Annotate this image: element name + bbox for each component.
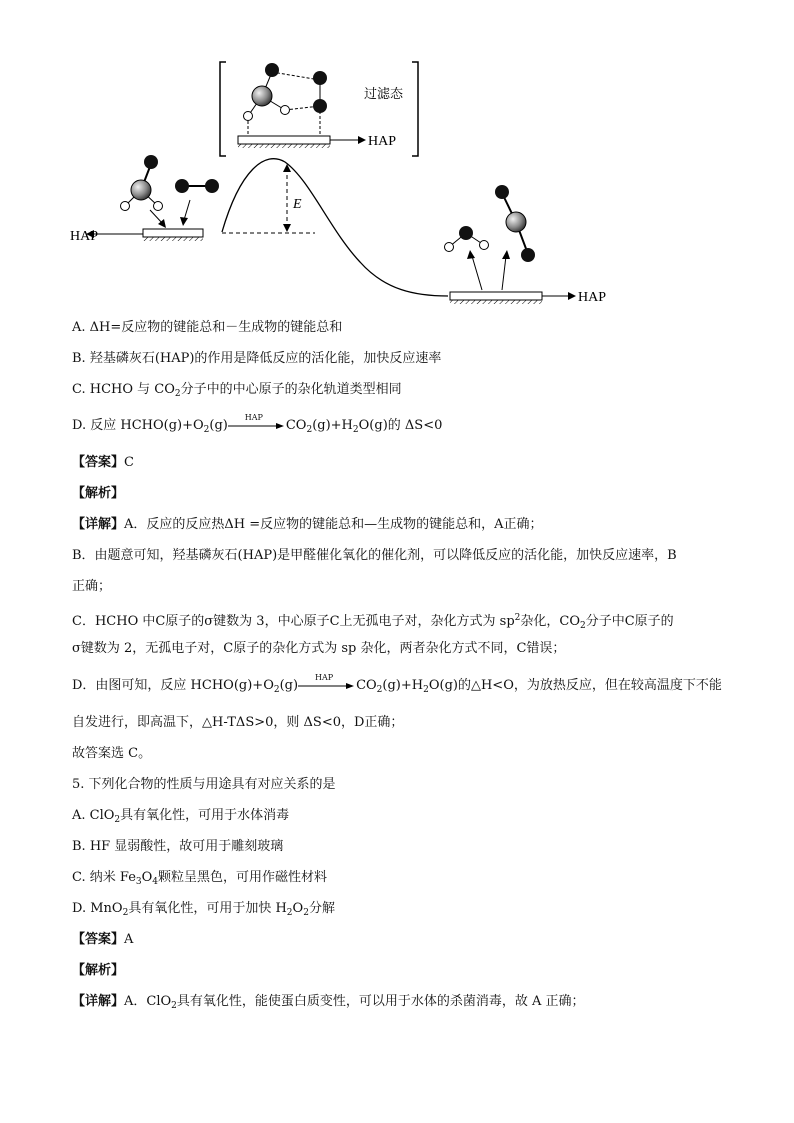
subscript: 2: [203, 425, 210, 435]
answer-value: C: [124, 455, 134, 470]
product-surface: [450, 292, 542, 300]
text-run: 杂化，CO: [520, 614, 580, 629]
answer-value: A: [124, 932, 134, 947]
reaction-energy-diagram: [0, 0, 794, 320]
option-b-q5: B. HF 显弱酸性，故可用于雕刻玻璃: [72, 839, 284, 854]
subscript: 2: [286, 908, 293, 918]
text-run: (g): [209, 418, 228, 433]
analysis-line-1-q5: [72, 992, 754, 1016]
option-a-q4: A. ΔH=反应物的键能总和－生成物的键能总和: [72, 320, 343, 335]
subscript: 2: [114, 815, 121, 825]
text-run: O: [292, 901, 304, 916]
conclusion-q4: 故答案选 C。: [72, 746, 152, 761]
subscript: 2: [171, 1001, 177, 1011]
hap-label-reactant: HAP: [70, 229, 99, 244]
text-run: C. HCHO 与 CO: [72, 382, 175, 397]
subscript: 2: [273, 685, 280, 695]
text-run: (g): [279, 678, 299, 693]
hap-label-product: HAP: [578, 290, 607, 305]
subscript: 2: [174, 389, 181, 399]
catalyst-label: HAP: [314, 673, 334, 682]
option-c-q5: [72, 868, 754, 892]
analysis-label-q5: 【解析】: [72, 963, 125, 978]
text-run: (g)+H: [312, 418, 353, 433]
option-b-q4: B. 羟基磷灰石(HAP)的作用是降低反应的活化能，加快反应速率: [72, 351, 442, 366]
transition-state-label: 过滤态: [364, 87, 404, 102]
option-d-q4: [72, 413, 754, 440]
detail-label: 【详解】: [72, 517, 125, 532]
text-run: O: [141, 870, 153, 885]
catalyst-label: HAP: [244, 413, 263, 422]
subscript: 2: [306, 425, 313, 435]
subscript: 2: [423, 685, 429, 695]
text-run: D. 反应 HCHO(g)+O: [72, 418, 204, 433]
reaction-arrow: [228, 413, 286, 431]
reactant-surface: [143, 229, 203, 237]
ts-bracket-left: [220, 62, 226, 156]
option-c-q4: [72, 380, 754, 404]
question-5-stem: 5. 下列化合物的性质与用途具有对应关系的是: [72, 777, 336, 792]
answer-q5: [72, 930, 754, 950]
ts-bracket-right: [412, 62, 418, 156]
analysis-line-3-q4: 正确；: [72, 579, 112, 594]
text-run: A. ClO: [72, 808, 115, 823]
subscript: 2: [580, 621, 586, 631]
option-a-q5: [72, 806, 754, 830]
analysis-line-7-q4: 自发进行，即高温下，△H-TΔS>0，则 ΔS<0，D正确；: [72, 715, 404, 730]
energy-curve: [222, 159, 448, 296]
ts-surface: [238, 136, 330, 144]
text-run: CO: [356, 678, 377, 693]
answer-label: 【答案】: [72, 455, 125, 470]
hap-label-ts: HAP: [368, 134, 397, 149]
text-run: A．ClO: [124, 994, 172, 1009]
text-run: D. MnO: [72, 901, 123, 916]
text-run: 分子中的中心原子的杂化轨道类型相同: [180, 382, 402, 397]
text-run: 具有氧化性，能使蛋白质变性，可以用于水体的杀菌消毒，故 A 正确；: [176, 994, 585, 1009]
text-run: D．由图可知，反应 HCHO(g)+O: [72, 678, 274, 693]
text-run: 分子中C原子的: [585, 614, 674, 629]
analysis-line-4-q4: [72, 608, 754, 636]
superscript: 2: [514, 613, 521, 623]
subscript: 2: [122, 908, 129, 918]
text-run: 具有氧化性，可用于水体消毒: [120, 808, 290, 823]
text-run: 颗粒呈黑色，可用作磁性材料: [158, 870, 328, 885]
option-d-q5: [72, 899, 754, 923]
subscript: 3: [135, 877, 142, 887]
text-run: C. 纳米 Fe: [72, 870, 136, 885]
text-run: 具有氧化性，可用于加快 H: [128, 901, 287, 916]
text-run: O(g)的△H<O，为放热反应，但在较高温度下不能: [428, 678, 722, 693]
text-run: (g)+H: [382, 678, 424, 693]
answer-q4: [72, 453, 754, 473]
subscript: 2: [352, 425, 359, 435]
reaction-arrow: [298, 673, 356, 691]
text-run: C．HCHO 中C原子的σ键数为 3，中心原子C上无孤电子对，杂化方式为 sp: [72, 614, 515, 629]
analysis-line-5-q4: σ键数为 2，无孤电子对，C原子的杂化方式为 sp 杂化，两者杂化方式不同，C错误；: [72, 641, 566, 656]
subscript: 2: [303, 908, 309, 918]
analysis-label-q4: 【解析】: [72, 486, 125, 501]
analysis-line-6-q4: [72, 673, 754, 700]
text-run: A．反应的反应热ΔH =反应物的键能总和—生成物的键能总和，A正确；: [124, 517, 543, 532]
detail-label: 【详解】: [72, 994, 125, 1009]
answer-label: 【答案】: [72, 932, 125, 947]
text-run: 分解: [308, 901, 335, 916]
subscript: 2: [376, 685, 383, 695]
energy-label: E: [293, 197, 302, 212]
analysis-line-1-q4: [72, 515, 754, 535]
analysis-line-2-q4: B．由题意可知，羟基磷灰石(HAP)是甲醛催化氧化的催化剂，可以降低反应的活化能，加快反应速率，B: [72, 548, 677, 563]
subscript: 4: [152, 877, 159, 887]
text-run: CO: [285, 418, 307, 433]
text-run: O(g)的 ΔS<0: [358, 418, 443, 433]
